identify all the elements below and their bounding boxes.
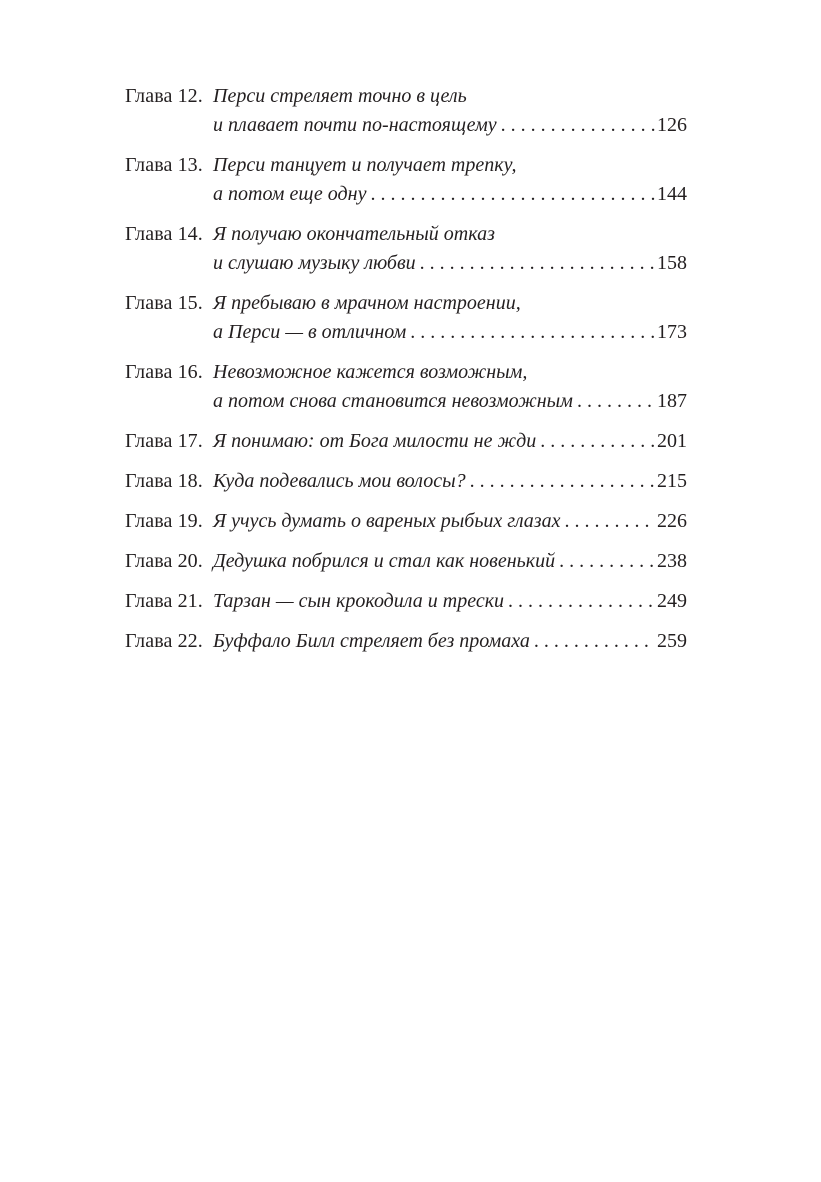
chapter-title-line: и плавает почти по-настоящему: [213, 114, 497, 136]
chapter-title-line: Куда подевались мои волосы?: [213, 470, 466, 492]
chapter-number: Глава 19.: [125, 510, 203, 532]
dot-leader: [561, 507, 656, 536]
chapter-number: Глава 20.: [125, 550, 203, 572]
chapter-title: [213, 627, 687, 656]
chapter-title-line: Тарзан — сын крокодила и трески: [213, 590, 505, 612]
chapter-title-line: Я получаю окончательный отказ: [213, 223, 495, 245]
chapter-title: [213, 467, 687, 496]
chapter-title-line: а потом снова становится невозможным: [213, 390, 573, 412]
chapter-number: Глава 16.: [125, 361, 203, 383]
chapter-number: Глава 17.: [125, 430, 203, 452]
page-number: 238: [657, 550, 687, 572]
page-number: 173: [657, 321, 687, 343]
chapter-title: [213, 82, 687, 140]
chapter-number: Глава 14.: [125, 223, 203, 245]
toc-entry: [125, 627, 687, 656]
table-of-contents: [125, 82, 687, 667]
dot-leader: [406, 318, 655, 347]
toc-entry: [125, 547, 687, 576]
chapter-title-line: а Перси — в отличном: [213, 321, 407, 343]
toc-entry: [125, 82, 687, 140]
toc-entry: [125, 507, 687, 536]
dot-leader: [530, 627, 655, 656]
dot-leader: [497, 111, 655, 140]
page-number: 144: [657, 183, 687, 205]
page-number: 215: [657, 470, 687, 492]
page-number: 201: [657, 430, 687, 452]
toc-entry: [125, 587, 687, 616]
chapter-title: [213, 220, 687, 278]
chapter-number: Глава 12.: [125, 85, 203, 107]
toc-entry: [125, 220, 687, 278]
chapter-number: Глава 15.: [125, 292, 203, 314]
chapter-title-line: а потом еще одну: [213, 183, 367, 205]
page-number: 187: [657, 390, 687, 412]
chapter-title-line: Невозможное кажется возможным,: [213, 361, 528, 383]
dot-leader: [504, 587, 655, 616]
chapter-title-line: и слушаю музыку любви: [213, 252, 416, 274]
toc-entry: [125, 358, 687, 416]
chapter-number: Глава 18.: [125, 470, 203, 492]
chapter-title-line: Перси танцует и получает трепку,: [213, 154, 517, 176]
dot-leader: [466, 467, 655, 496]
page-number: 126: [657, 114, 687, 136]
chapter-title-line: Я учусь думать о вареных рыбьих глазах: [213, 510, 561, 532]
page-number: 249: [657, 590, 687, 612]
chapter-title: [213, 547, 687, 576]
chapter-title: [213, 151, 687, 209]
chapter-title: [213, 358, 687, 416]
chapter-title-line: Перси стреляет точно в цель: [213, 85, 467, 107]
chapter-title-line: Буффало Билл стреляет без промаха: [213, 630, 530, 652]
dot-leader: [536, 427, 655, 456]
chapter-number: Глава 21.: [125, 590, 203, 612]
page-number: 226: [657, 510, 687, 532]
page-number: 259: [657, 630, 687, 652]
chapter-title: [213, 587, 687, 616]
toc-entry: [125, 427, 687, 456]
chapter-title-line: Дедушка побрился и стал как новенький: [213, 550, 556, 572]
toc-entry: [125, 151, 687, 209]
dot-leader: [366, 180, 655, 209]
chapter-title: [213, 507, 687, 536]
toc-entry: [125, 467, 687, 496]
page-number: 158: [657, 252, 687, 274]
chapter-number: Глава 13.: [125, 154, 203, 176]
dot-leader: [555, 547, 655, 576]
chapter-title-line: Я пребываю в мрачном настроении,: [213, 292, 521, 314]
chapter-title: [213, 289, 687, 347]
chapter-title-line: Я понимаю: от Бога милости не жди: [213, 430, 537, 452]
dot-leader: [416, 249, 655, 278]
chapter-title: [213, 427, 687, 456]
dot-leader: [573, 387, 655, 416]
chapter-number: Глава 22.: [125, 630, 203, 652]
toc-entry: [125, 289, 687, 347]
